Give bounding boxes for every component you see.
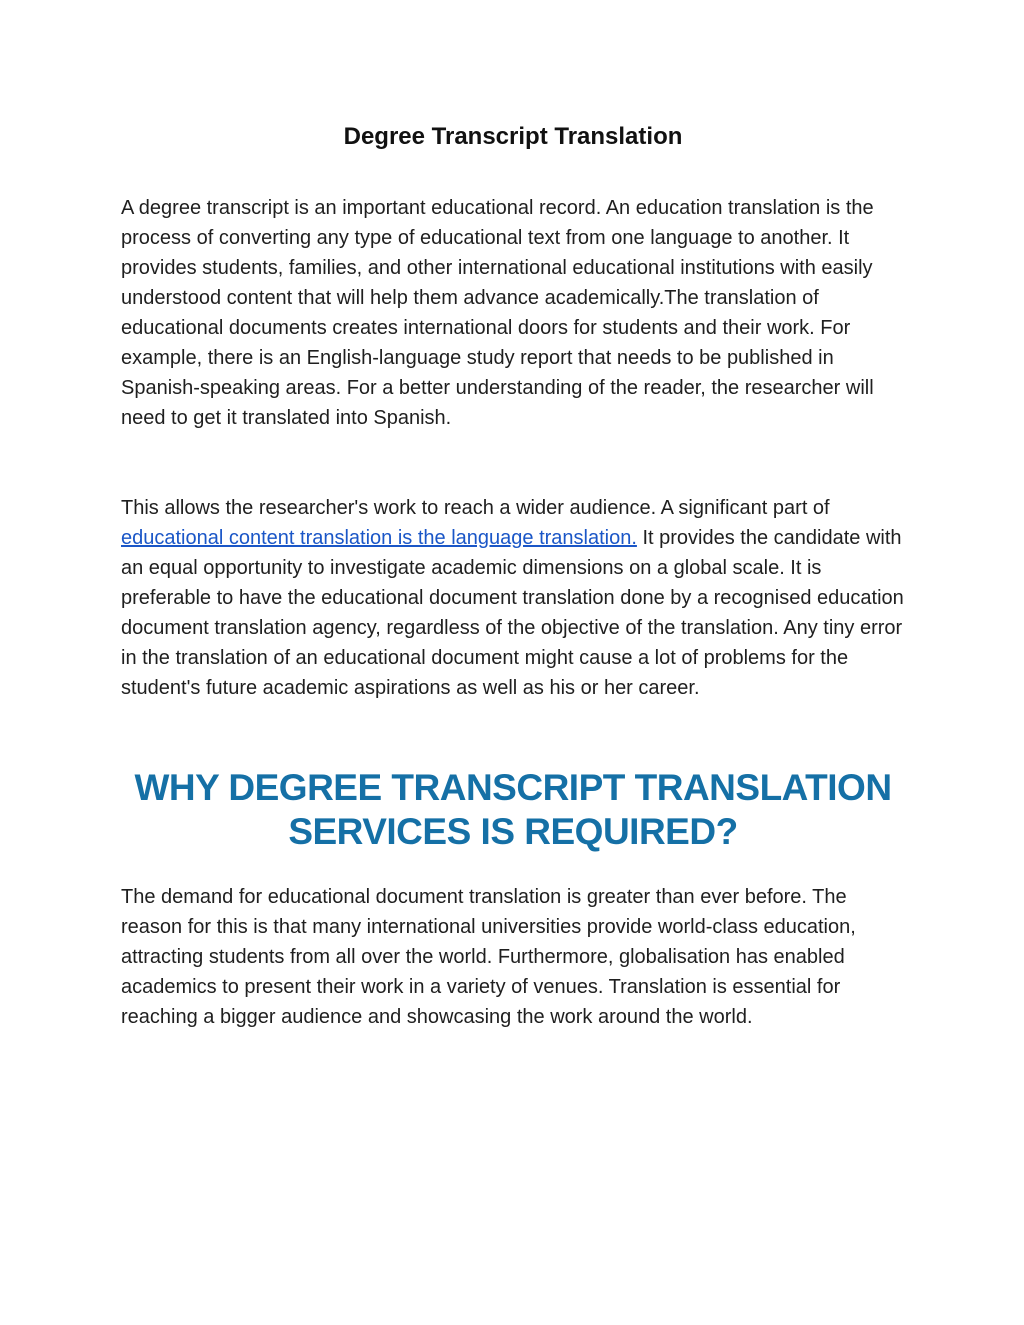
translation-link[interactable]: educational content translation is the language translation.: [121, 527, 637, 549]
paragraph-intro: A degree transcript is an important educational record. An education translation is the process of converting any type of educational text from one language to another. It provides students, families, and other international educational institutions with easily understood content that will help them advance academically.The translation of educational documents creates international doors for students and their work. For example, there is an English-language study report that needs to be published in Spanish-speaking areas. For a better understanding of the reader, the researcher will need to get it translated into Spanish.: [121, 197, 874, 429]
paragraph-text-before-link: This allows the researcher's work to reach a wider audience. A significant part of: [121, 497, 830, 519]
paragraph-audience: [121, 493, 905, 703]
page-title: Degree Transcript Translation: [343, 123, 683, 150]
section-heading: WHY DEGREE TRANSCRIPT TRANSLATION SERVICES IS REQUIRED?: [134, 767, 892, 852]
paragraph-demand: The demand for educational document translation is greater than ever before. The reason for this is that many international universities provide world-class education, attracting students from all over the world. Furthermore, globalisation has enabled academics to present their work in a variety of venues. Translation is essential for reaching a bigger audience and showcasing the work around the world.: [121, 886, 856, 1028]
paragraph-text-after-link: It provides the candidate with an equal opportunity to investigate academic dimensions on a global scale. It is preferable to have the educational document translation done by a recognised education document translation agency, regardless of the objective of the translation. Any tiny error in the translation of an educational document might cause a lot of problems for the student's future academic aspirations as well as his or her career.: [121, 527, 904, 699]
